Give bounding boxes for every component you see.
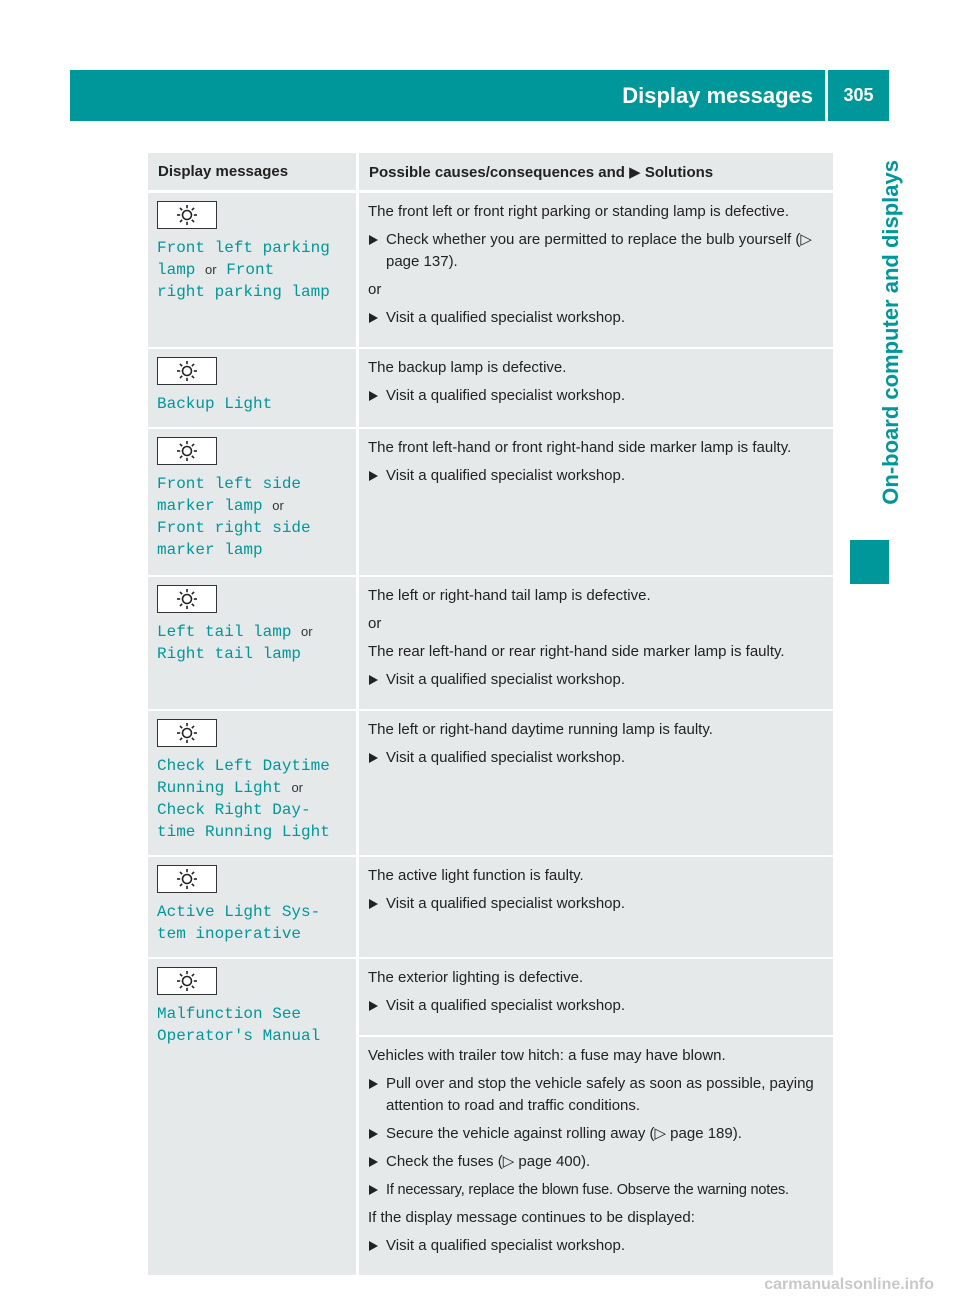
message-cell [148, 856, 358, 958]
cause-text: Vehicles with trailer tow hitch: a fuse may have blown. [368, 1047, 726, 1064]
header-title: Display messages [622, 83, 813, 108]
solution-cell [358, 1036, 834, 1276]
table-row [148, 576, 833, 710]
solution-cell [358, 428, 834, 576]
solution-step: Visit a qualified specialist workshop. [368, 747, 825, 769]
table-row [148, 348, 833, 428]
solution-cell [358, 710, 834, 856]
message-cell [148, 192, 358, 349]
solution-step: Visit a qualified specialist workshop. [368, 669, 825, 691]
message-text: Malfunction See Operator's Manual [157, 1005, 321, 1045]
display-messages-table [148, 153, 833, 1277]
cause-text: The active light function is faulty. [368, 867, 584, 884]
solution-step: Visit a qualified specialist workshop. [368, 465, 825, 487]
exterior-lamp-icon [157, 719, 217, 747]
solution-cell [358, 348, 834, 428]
solution-step: Check the fuses (▷ page 400). [368, 1151, 825, 1173]
message-text: Front left side marker lamp or Front right side marker lamp [157, 475, 311, 559]
exterior-lamp-icon [157, 437, 217, 465]
table-row [148, 958, 833, 1036]
solution-cell [358, 958, 834, 1036]
page-number: 305 [843, 85, 874, 105]
message-text: Front left parking lamp or Front right parking lamp [157, 239, 330, 301]
message-text: Active Light Sys‐ tem inoperative [157, 903, 321, 943]
cause-text: The backup lamp is defective. [368, 359, 567, 376]
message-cell [148, 958, 358, 1276]
solution-step: Visit a qualified specialist workshop. [368, 1235, 825, 1257]
watermark-text: carmanualsonline.info [764, 1276, 934, 1293]
solution-step: Visit a qualified specialist workshop. [368, 385, 825, 407]
column-header-messages: Display messages [148, 153, 358, 192]
exterior-lamp-icon [157, 201, 217, 229]
table-header-row [148, 153, 833, 192]
solution-cell [358, 192, 834, 349]
table-row [148, 856, 833, 958]
message-text: Left tail lamp or Right tail lamp [157, 623, 313, 663]
cause-text: The exterior lighting is defective. [368, 969, 584, 986]
side-tab-block [850, 540, 889, 584]
exterior-lamp-icon [157, 357, 217, 385]
cause-text: The left or right-hand tail lamp is defective. [368, 587, 651, 604]
table-row [148, 428, 833, 576]
exterior-lamp-icon [157, 585, 217, 613]
message-cell [148, 576, 358, 710]
solution-step: Secure the vehicle against rolling away (▷ page 189). [368, 1123, 825, 1145]
cause-text: The front left-hand or front right-hand side marker lamp is faulty. [368, 439, 792, 456]
message-text: Backup Light [157, 395, 273, 413]
message-cell [148, 348, 358, 428]
table-row [148, 192, 833, 349]
message-cell [148, 428, 358, 576]
cause-text: The rear left-hand or rear right-hand side marker lamp is faulty. [368, 643, 785, 660]
or-text: or [368, 615, 382, 632]
solution-step: Visit a qualified specialist workshop. [368, 893, 825, 915]
solution-step: Visit a qualified specialist workshop. [368, 307, 825, 329]
solution-step: Check whether you are permitted to replace the bulb yourself (▷ page 137). [368, 229, 825, 273]
exterior-lamp-icon [157, 967, 217, 995]
message-cell [148, 710, 358, 856]
or-text: or [368, 281, 382, 298]
message-text: Check Left Daytime Running Light or Check Right Day‐ time Running Light [157, 757, 330, 841]
solution-step: If necessary, replace the blown fuse. Observe the warning notes. [368, 1179, 825, 1201]
table-row [148, 710, 833, 856]
exterior-lamp-icon [157, 865, 217, 893]
column-header-solutions: Possible causes/consequences and ▶ Solutions [358, 153, 834, 192]
solution-cell [358, 856, 834, 958]
page-header [70, 70, 889, 121]
cause-text: If the display message continues to be displayed: [368, 1209, 695, 1226]
solution-step: Pull over and stop the vehicle safely as soon as possible, paying attention to road and traffic conditions. [368, 1073, 825, 1117]
side-tab-label: On-board computer and displays [878, 160, 903, 505]
cause-text: The left or right-hand daytime running lamp is faulty. [368, 721, 713, 738]
solution-step: Visit a qualified specialist workshop. [368, 995, 825, 1017]
cause-text: The front left or front right parking or standing lamp is defective. [368, 203, 790, 220]
solution-cell [358, 576, 834, 710]
